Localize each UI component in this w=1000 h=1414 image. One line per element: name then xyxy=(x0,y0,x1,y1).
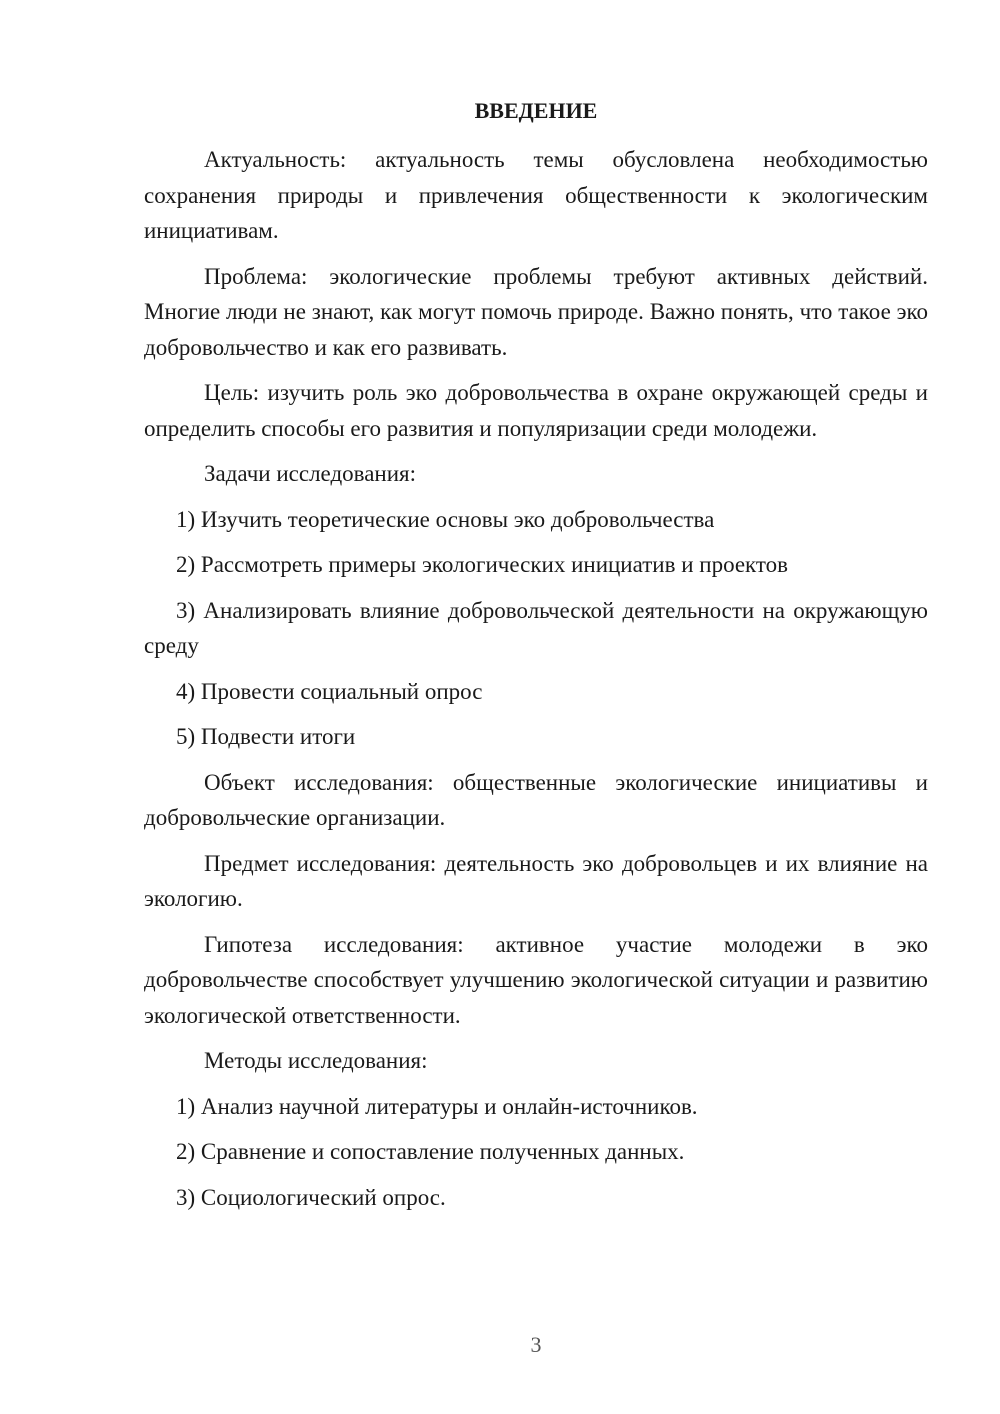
task-item: 2) Рассмотреть примеры экологических инициатив и проектов xyxy=(176,552,789,577)
task-item: 3) Анализировать влияние добровольческой деятельности на окружающую среду xyxy=(144,597,928,658)
page-number: 3 xyxy=(530,1332,542,1357)
task-item: 1) Изучить теоретические основы эко добровольчества xyxy=(176,506,715,532)
task-item: 4) Провести социальный опрос xyxy=(176,678,483,704)
subject-paragraph: Предмет исследования: деятельность эко добровольцев и их влияние на экологию. xyxy=(144,850,928,911)
object-paragraph: Объект исследования: общественные экологические инициативы и добровольческие организации. xyxy=(144,769,928,830)
goal-paragraph: Цель: изучить роль эко добровольчества в охране окружающей среды и определить способы его развития и популяризации среди молодежи. xyxy=(144,380,928,441)
hypothesis-paragraph: Гипотеза исследования: активное участие молодежи в эко добровольчестве способствует улучшению экологической ситуации и развитию экологической ответственности. xyxy=(144,931,928,1028)
document-body xyxy=(144,93,928,1225)
methods-heading: Методы исследования: xyxy=(204,1048,428,1073)
relevance-paragraph: Актуальность: актуальность темы обусловлена необходимостью сохранения природы и привлечения общественности к экологическим инициативам. xyxy=(144,147,928,243)
method-item: 2) Сравнение и сопоставление полученных данных. xyxy=(176,1139,685,1164)
task-item: 5) Подвести итоги xyxy=(176,724,356,749)
tasks-heading: Задачи исследования: xyxy=(204,461,417,486)
method-item: 1) Анализ научной литературы и онлайн-источников. xyxy=(176,1093,698,1119)
page-title: ВВЕДЕНИЕ xyxy=(474,98,598,123)
problem-paragraph: Проблема: экологические проблемы требуют активных действий. Многие люди не знают, как могут помочь природе. Важно понять, что такое эко добровольчество и как его развивать. xyxy=(144,263,928,360)
method-item: 3) Социологический опрос. xyxy=(176,1184,446,1210)
